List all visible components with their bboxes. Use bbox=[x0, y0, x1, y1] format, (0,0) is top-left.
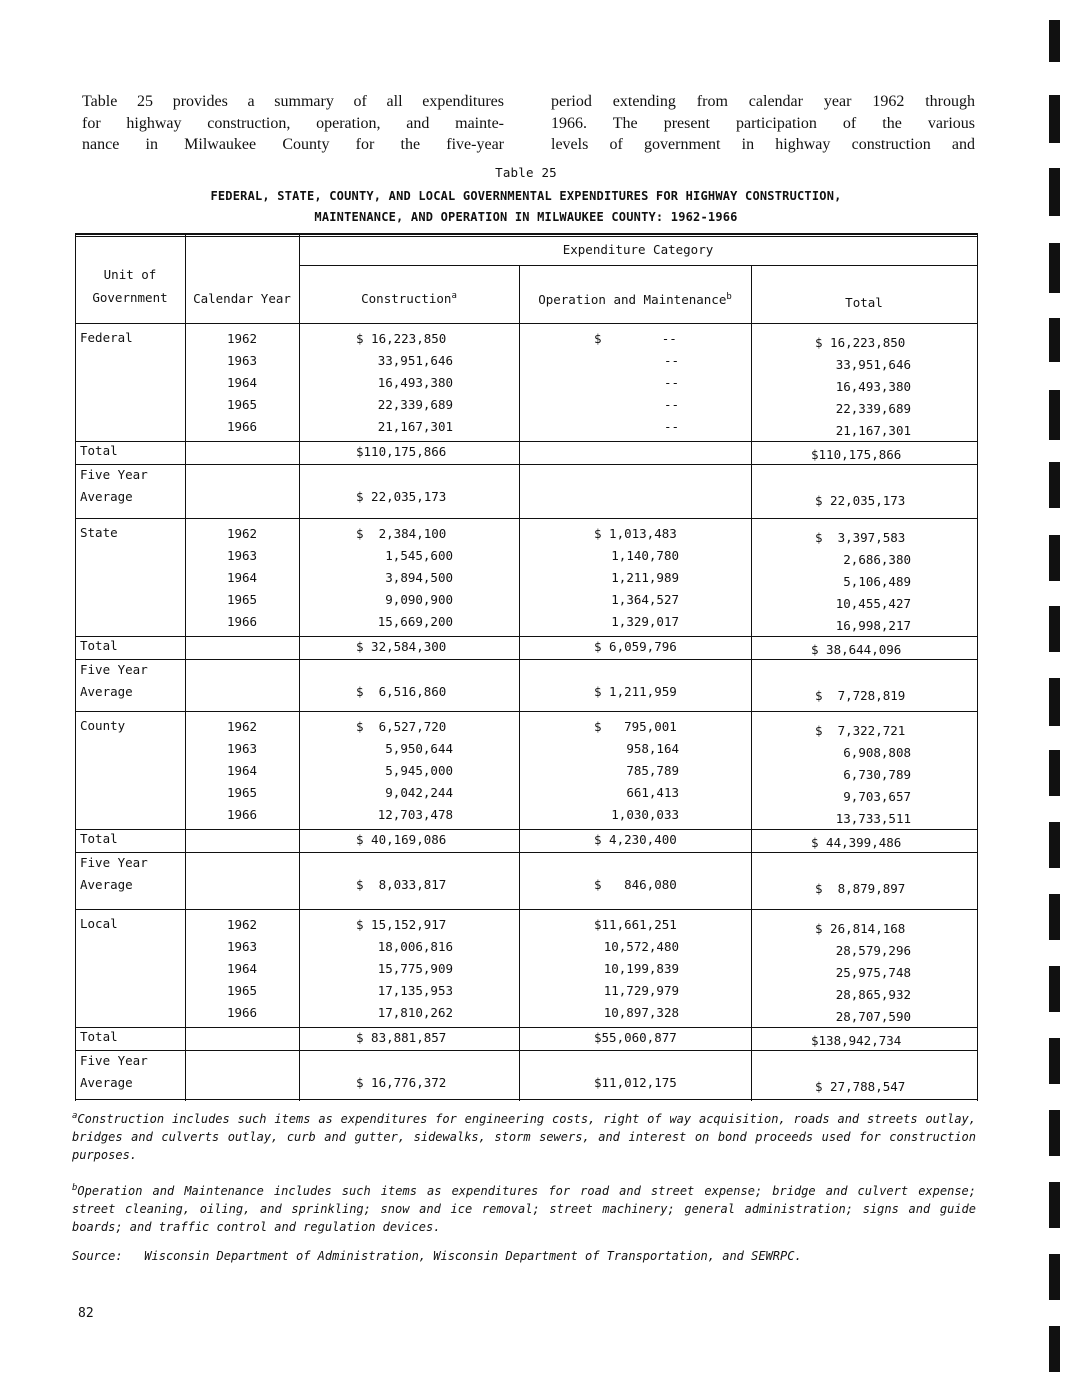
footnote-a bbox=[72, 1107, 976, 1164]
calendar-year: 1964 bbox=[226, 570, 258, 585]
calendar-year: 1965 bbox=[226, 592, 258, 607]
header-operation-label: Operation and Maintenance bbox=[538, 292, 727, 308]
total-row-label: Total bbox=[80, 443, 118, 458]
source-text: Wisconsin Department of Administration, Wisconsin Department of Transportation, and SEWRPC. bbox=[144, 1249, 802, 1263]
average-construction: $ 8,033,817 bbox=[356, 877, 447, 892]
operation-value: 10,897,328 bbox=[603, 1005, 679, 1020]
intro-line: nance in Milwaukee County for the five-year bbox=[82, 136, 504, 153]
operation-value: $ -- bbox=[594, 331, 677, 346]
total-value: 25,975,748 bbox=[835, 965, 911, 980]
total-value: 22,339,689 bbox=[835, 401, 911, 416]
scan-mark bbox=[1049, 390, 1060, 440]
total-value: 10,455,427 bbox=[835, 596, 911, 611]
page-number: 82 bbox=[78, 1306, 94, 1321]
scan-mark bbox=[1049, 95, 1060, 143]
total-value: 21,167,301 bbox=[835, 423, 911, 438]
unit-of-government: County bbox=[80, 718, 126, 733]
construction-value: $ 6,527,720 bbox=[356, 719, 447, 734]
operation-value: 1,364,527 bbox=[611, 592, 679, 607]
total-row-construction: $110,175,866 bbox=[356, 444, 447, 459]
operation-value: 1,211,989 bbox=[611, 570, 679, 585]
total-value: 5,106,489 bbox=[843, 574, 911, 589]
calendar-year: 1962 bbox=[226, 331, 258, 346]
header-operation-maintenance bbox=[519, 292, 751, 307]
scan-mark bbox=[1049, 1038, 1060, 1084]
table-rule bbox=[75, 1027, 977, 1028]
total-row-total: $ 44,399,486 bbox=[811, 835, 902, 850]
table-title-line1: FEDERAL, STATE, COUNTY, AND LOCAL GOVERNMENTAL EXPENDITURES FOR HIGHWAY CONSTRUCTION, bbox=[210, 189, 842, 203]
footnote-a-text: Construction includes such items as expenditures for engineering costs, right of way acquisition, roads and streets outlay, bridges and culverts outlay, curb and gutter, sidewalks, storm sewers, and interest on bond proceeds used for construction purposes. bbox=[72, 1112, 976, 1162]
scan-mark bbox=[1049, 168, 1060, 216]
scan-mark bbox=[1049, 678, 1060, 726]
construction-value: 15,775,909 bbox=[377, 961, 453, 976]
calendar-year: 1963 bbox=[226, 939, 258, 954]
average-label: Average bbox=[80, 489, 133, 504]
calendar-year: 1962 bbox=[226, 917, 258, 932]
average-label: Five Year bbox=[80, 662, 148, 677]
construction-value: 17,810,262 bbox=[377, 1005, 453, 1020]
table-rule bbox=[75, 233, 977, 235]
scan-mark bbox=[1049, 462, 1060, 508]
total-row-total: $110,175,866 bbox=[811, 447, 902, 462]
footnote-b-text: Operation and Maintenance includes such items as expenditures for road and street expense; bridge and culvert expense; street cleaning, oiling, and sprinkling; snow and ice removal; street machinery; general administration; signs and guide boards; and traffic control and regulation devices. bbox=[72, 1184, 976, 1234]
total-value: 2,686,380 bbox=[843, 552, 911, 567]
operation-value: 1,140,780 bbox=[611, 548, 679, 563]
construction-value: 33,951,646 bbox=[377, 353, 453, 368]
header-unit-of: Unit of bbox=[103, 267, 157, 282]
average-construction: $ 22,035,173 bbox=[356, 489, 447, 504]
average-construction: $ 6,516,860 bbox=[356, 684, 447, 699]
scan-mark bbox=[1049, 1254, 1060, 1300]
calendar-year: 1964 bbox=[226, 961, 258, 976]
scan-mark bbox=[1049, 535, 1060, 581]
calendar-year: 1965 bbox=[226, 397, 258, 412]
total-row-operation: $ 6,059,796 bbox=[594, 639, 677, 654]
construction-value: 15,669,200 bbox=[377, 614, 453, 629]
scan-mark bbox=[1049, 1110, 1060, 1156]
total-value: $ 16,223,850 bbox=[815, 335, 906, 350]
operation-value: 10,572,480 bbox=[603, 939, 679, 954]
total-value: $ 3,397,583 bbox=[815, 530, 906, 545]
construction-value: $ 2,384,100 bbox=[356, 526, 447, 541]
calendar-year: 1966 bbox=[226, 807, 258, 822]
table-rule bbox=[75, 233, 76, 1101]
construction-value: 18,006,816 bbox=[377, 939, 453, 954]
table-rule bbox=[75, 518, 977, 519]
header-government: Government bbox=[92, 290, 168, 305]
calendar-year: 1964 bbox=[226, 375, 258, 390]
average-total: $ 22,035,173 bbox=[815, 493, 906, 508]
table-title-line2: MAINTENANCE, AND OPERATION IN MILWAUKEE COUNTY: 1962-1966 bbox=[314, 210, 738, 224]
calendar-year: 1966 bbox=[226, 1005, 258, 1020]
calendar-year: 1962 bbox=[226, 719, 258, 734]
scan-mark bbox=[1049, 750, 1060, 796]
scan-mark bbox=[1049, 606, 1060, 652]
unit-of-government: Local bbox=[80, 916, 118, 931]
footnote-b bbox=[72, 1179, 976, 1236]
total-row-construction: $ 32,584,300 bbox=[356, 639, 447, 654]
average-operation: $11,012,175 bbox=[594, 1075, 677, 1090]
total-value: 28,579,296 bbox=[835, 943, 911, 958]
table-label: Table 25 bbox=[495, 165, 557, 180]
operation-value: 661,413 bbox=[626, 785, 679, 800]
total-row-label: Total bbox=[80, 638, 118, 653]
calendar-year: 1963 bbox=[226, 548, 258, 563]
operation-value: 1,030,033 bbox=[611, 807, 679, 822]
table-rule bbox=[299, 265, 977, 266]
calendar-year: 1963 bbox=[226, 353, 258, 368]
average-label: Average bbox=[80, 684, 133, 699]
total-row-label: Total bbox=[80, 1029, 118, 1044]
calendar-year: 1965 bbox=[226, 983, 258, 998]
total-value: 33,951,646 bbox=[835, 357, 911, 372]
calendar-year: 1966 bbox=[226, 419, 258, 434]
operation-value: -- bbox=[663, 419, 679, 434]
construction-value: 5,945,000 bbox=[385, 763, 453, 778]
table-rule bbox=[75, 441, 977, 442]
scan-mark bbox=[1049, 822, 1060, 868]
scan-mark bbox=[1049, 1182, 1060, 1228]
construction-value: $ 16,223,850 bbox=[356, 331, 447, 346]
total-value: 16,493,380 bbox=[835, 379, 911, 394]
average-label: Average bbox=[80, 877, 133, 892]
average-construction: $ 16,776,372 bbox=[356, 1075, 447, 1090]
construction-value: 5,950,644 bbox=[385, 741, 453, 756]
total-value: 6,730,789 bbox=[843, 767, 911, 782]
scan-edge-marks bbox=[1049, 0, 1061, 1380]
calendar-year: 1962 bbox=[226, 526, 258, 541]
scan-mark bbox=[1049, 318, 1060, 362]
total-value: 9,703,657 bbox=[843, 789, 911, 804]
unit-of-government: Federal bbox=[80, 330, 133, 345]
average-label: Average bbox=[80, 1075, 133, 1090]
table-rule bbox=[75, 236, 977, 237]
total-value: 28,865,932 bbox=[835, 987, 911, 1002]
operation-value: -- bbox=[663, 353, 679, 368]
total-row-construction: $ 40,169,086 bbox=[356, 832, 447, 847]
header-calendar-year: Calendar Year bbox=[193, 291, 291, 306]
intro-line: levels of government in highway construction and bbox=[551, 136, 975, 153]
calendar-year: 1965 bbox=[226, 785, 258, 800]
scan-mark bbox=[1049, 894, 1060, 940]
scan-mark bbox=[1049, 20, 1060, 62]
operation-value: 11,729,979 bbox=[603, 983, 679, 998]
total-row-operation: $ 4,230,400 bbox=[594, 832, 677, 847]
calendar-year: 1963 bbox=[226, 741, 258, 756]
scan-mark bbox=[1049, 243, 1060, 293]
table-rule bbox=[75, 852, 977, 853]
calendar-year: 1966 bbox=[226, 614, 258, 629]
total-value: $ 26,814,168 bbox=[815, 921, 906, 936]
construction-value: 12,703,478 bbox=[377, 807, 453, 822]
total-row-label: Total bbox=[80, 831, 118, 846]
header-expenditure-category: Expenditure Category bbox=[562, 242, 714, 257]
operation-value: $ 795,001 bbox=[594, 719, 677, 734]
table-rule bbox=[75, 659, 977, 660]
average-total: $ 7,728,819 bbox=[815, 688, 906, 703]
average-total: $ 27,788,547 bbox=[815, 1079, 906, 1094]
table-rule bbox=[75, 464, 977, 465]
total-row-total: $ 38,644,096 bbox=[811, 642, 902, 657]
construction-value: 17,135,953 bbox=[377, 983, 453, 998]
total-value: 6,908,808 bbox=[843, 745, 911, 760]
construction-value: 22,339,689 bbox=[377, 397, 453, 412]
construction-value: $ 15,152,917 bbox=[356, 917, 447, 932]
construction-value: 9,090,900 bbox=[385, 592, 453, 607]
scan-mark bbox=[1049, 966, 1060, 1012]
intro-line: for highway construction, operation, and mainte- bbox=[82, 114, 504, 132]
operation-value: $11,661,251 bbox=[594, 917, 677, 932]
calendar-year: 1964 bbox=[226, 763, 258, 778]
average-operation: $ 846,080 bbox=[594, 877, 677, 892]
operation-value: $ 1,013,483 bbox=[594, 526, 677, 541]
intro-paragraph-right bbox=[551, 91, 975, 156]
average-label: Five Year bbox=[80, 467, 148, 482]
table-rule bbox=[75, 1050, 977, 1051]
source-note bbox=[72, 1247, 976, 1265]
average-label: Five Year bbox=[80, 1053, 148, 1068]
table-rule bbox=[75, 636, 977, 637]
footnote-b-marker: b bbox=[72, 1183, 78, 1193]
average-label: Five Year bbox=[80, 855, 148, 870]
operation-value: 958,164 bbox=[626, 741, 679, 756]
total-value: 16,998,217 bbox=[835, 618, 911, 633]
construction-value: 1,545,600 bbox=[385, 548, 453, 563]
operation-value: 785,789 bbox=[626, 763, 679, 778]
total-row-construction: $ 83,881,857 bbox=[356, 1030, 447, 1045]
average-total: $ 8,879,897 bbox=[815, 881, 906, 896]
unit-of-government: State bbox=[80, 525, 118, 540]
scan-mark bbox=[1049, 1326, 1060, 1372]
construction-value: 3,894,500 bbox=[385, 570, 453, 585]
intro-line: 1966. The present participation of the various bbox=[551, 114, 975, 132]
table-rule bbox=[75, 829, 977, 830]
operation-value: -- bbox=[663, 375, 679, 390]
expenditure-table bbox=[75, 233, 977, 1101]
total-value: 13,733,511 bbox=[835, 811, 911, 826]
intro-line: Table 25 provides a summary of all expenditures bbox=[82, 93, 504, 110]
table-rule bbox=[75, 909, 977, 910]
operation-value: -- bbox=[663, 397, 679, 412]
header-construction bbox=[299, 291, 519, 306]
intro-paragraph-left bbox=[82, 91, 504, 156]
construction-value: 21,167,301 bbox=[377, 419, 453, 434]
table-rule bbox=[75, 711, 977, 712]
total-value: $ 7,322,721 bbox=[815, 723, 906, 738]
total-row-operation: $55,060,877 bbox=[594, 1030, 677, 1045]
table-rule bbox=[75, 323, 977, 324]
operation-value: 1,329,017 bbox=[611, 614, 679, 629]
operation-value: 10,199,839 bbox=[603, 961, 679, 976]
source-label: Source: bbox=[72, 1249, 123, 1263]
intro-line: period extending from calendar year 1962 through bbox=[551, 93, 975, 110]
total-row-total: $138,942,734 bbox=[811, 1033, 902, 1048]
table-rule bbox=[977, 233, 978, 1101]
average-operation: $ 1,211,959 bbox=[594, 684, 677, 699]
header-construction-label: Construction bbox=[361, 291, 452, 307]
construction-value: 9,042,244 bbox=[385, 785, 453, 800]
footnote-a-marker: a bbox=[72, 1111, 78, 1121]
total-value: 28,707,590 bbox=[835, 1009, 911, 1024]
table-rule bbox=[75, 1099, 977, 1100]
footnote-ref-a: a bbox=[451, 291, 457, 301]
construction-value: 16,493,380 bbox=[377, 375, 453, 390]
footnote-ref-b: b bbox=[726, 292, 732, 302]
header-total: Total bbox=[845, 295, 883, 310]
